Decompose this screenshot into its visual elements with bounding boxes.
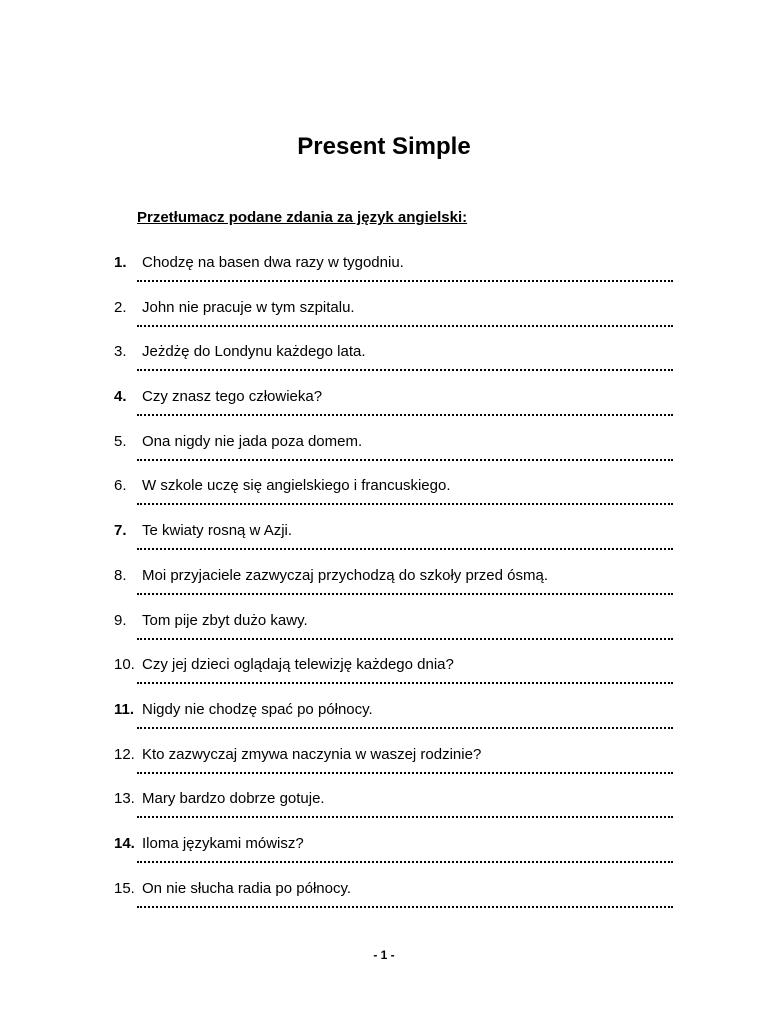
exercise-item — [0, 879, 768, 924]
page-title: Present Simple — [297, 133, 471, 160]
exercise-sentence: Iloma językami mówisz? — [142, 834, 304, 852]
exercise-sentence: Te kwiaty rosną w Azji. — [142, 522, 293, 540]
answer-line — [137, 772, 673, 774]
answer-line — [137, 682, 673, 684]
exercise-item — [0, 253, 768, 298]
exercise-sentence: Jeżdżę do Londynu każdego lata. — [142, 343, 366, 361]
page-number: - 1 - — [373, 948, 395, 962]
exercise-number: 8. — [114, 566, 127, 584]
exercise-item — [0, 789, 768, 834]
exercise-number: 10. — [114, 656, 135, 674]
answer-line — [137, 503, 673, 505]
exercise-item — [0, 611, 768, 656]
exercise-sentence: John nie pracuje w tym szpitalu. — [142, 298, 355, 316]
exercise-number: 1. — [114, 254, 127, 271]
exercise-item — [0, 745, 768, 790]
exercise-sentence: W szkole uczę się angielskiego i francuskiego. — [142, 477, 451, 495]
exercise-item — [0, 342, 768, 387]
exercise-number: 13. — [114, 790, 135, 808]
exercise-sentence: Nigdy nie chodzę spać po północy. — [142, 700, 373, 718]
exercise-number: 15. — [114, 879, 135, 897]
exercise-number: 9. — [114, 611, 127, 629]
exercise-number: 7. — [114, 522, 127, 540]
answer-line — [137, 727, 673, 729]
exercise-sentence: On nie słucha radia po północy. — [142, 879, 352, 897]
answer-line — [137, 459, 673, 461]
exercise-sentence: Czy znasz tego człowieka? — [142, 388, 323, 406]
exercise-sentence: Tom pije zbyt dużo kawy. — [142, 611, 308, 629]
instruction-text: Przetłumacz podane zdania za język angielski: — [137, 209, 468, 226]
answer-line — [137, 638, 673, 640]
answer-line — [137, 369, 673, 371]
exercise-item — [0, 834, 768, 879]
exercise-number: 2. — [114, 298, 127, 316]
answer-line — [137, 861, 673, 863]
answer-line — [137, 816, 673, 818]
exercise-number: 12. — [114, 745, 135, 763]
exercise-number: 11. — [114, 700, 135, 718]
exercise-item — [0, 387, 768, 432]
exercise-item — [0, 521, 768, 566]
exercise-sentence: Ona nigdy nie jada poza domem. — [142, 432, 363, 450]
exercise-item — [0, 655, 768, 700]
exercise-number: 6. — [114, 477, 127, 495]
answer-line — [137, 325, 673, 327]
answer-line — [137, 280, 673, 282]
exercise-item — [0, 298, 768, 343]
exercise-item — [0, 566, 768, 611]
answer-line — [137, 414, 673, 416]
exercise-sentence: Czy jej dzieci oglądają telewizję każdego dnia? — [142, 656, 454, 674]
exercise-sentence: Moi przyjaciele zazwyczaj przychodzą do szkoły przed ósmą. — [142, 566, 548, 584]
exercise-item — [0, 700, 768, 745]
exercise-number: 3. — [114, 343, 127, 361]
answer-line — [137, 593, 673, 595]
exercise-item — [0, 432, 768, 477]
exercise-sentence: Kto zazwyczaj zmywa naczynia w waszej rodzinie? — [142, 745, 482, 763]
exercise-number: 4. — [114, 388, 127, 406]
answer-line — [137, 548, 673, 550]
exercise-sentence: Chodzę na basen dwa razy w tygodniu. — [142, 254, 404, 271]
exercise-number: 14. — [114, 834, 135, 852]
exercise-number: 5. — [114, 432, 127, 450]
exercise-list — [0, 253, 768, 923]
exercise-sentence: Mary bardzo dobrze gotuje. — [142, 790, 325, 808]
exercise-item — [0, 476, 768, 521]
answer-line — [137, 906, 673, 908]
